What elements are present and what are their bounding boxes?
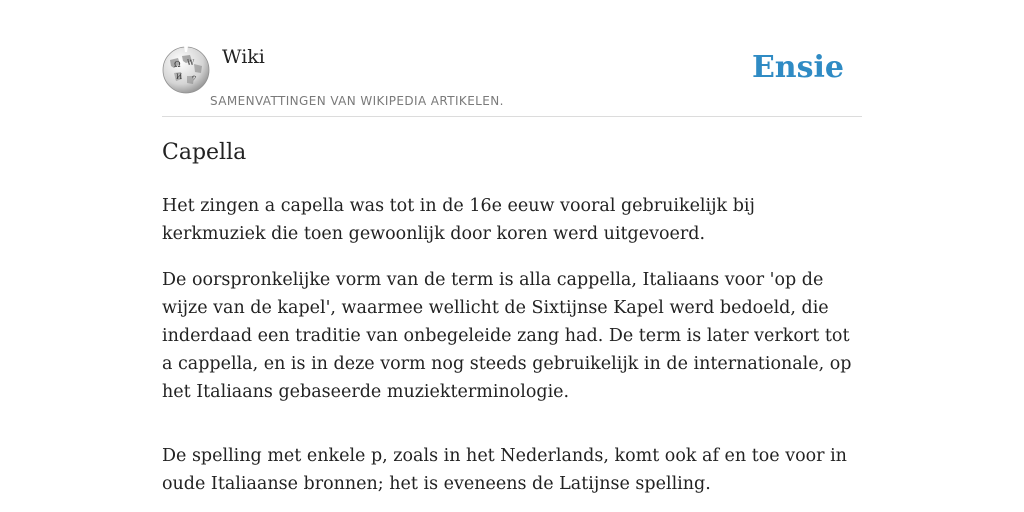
svg-text:W: W [187,59,195,67]
site-name[interactable]: Wiki [222,46,265,68]
article-body [162,192,862,512]
article-paragraph: De oorspronkelijke vorm van de term is alla cappella, Italiaans voor 'op de wijze van de kapel', waarmee wellicht de Sixtijnse Kapel werd bedoeld, die inderdaad een traditie van onbegeleide zang had. De term is later verkort tot a cappella, en is in deze vorm nog steeds gebruikelijk in de internationale, op het Italiaans gebaseerde muziekterminologie. [162,270,852,402]
svg-text:Ω: Ω [174,60,181,69]
site-header [162,40,862,117]
site-tagline: SAMENVATTINGEN VAN WIKIPEDIA ARTIKELEN. [210,94,504,108]
article-paragraph: Het zingen a capella was tot in de 16e eeuw vooral gebruikelijk bij kerkmuziek die toen gewoonlijk door koren werd uitgevoerd. [162,196,755,244]
article-paragraph: De spelling met enkele p, zoals in het Nederlands, komt ook af en toe voor in oude Italiaanse bronnen; het is eveneens de Latijnse spelling. [162,446,847,494]
svg-text:ウ: ウ [191,75,198,82]
wikipedia-globe-icon[interactable] [162,46,210,94]
ensie-logo-link[interactable]: Ensie [751,50,844,85]
article-title: Capella [162,140,247,165]
svg-text:И: И [176,73,183,81]
